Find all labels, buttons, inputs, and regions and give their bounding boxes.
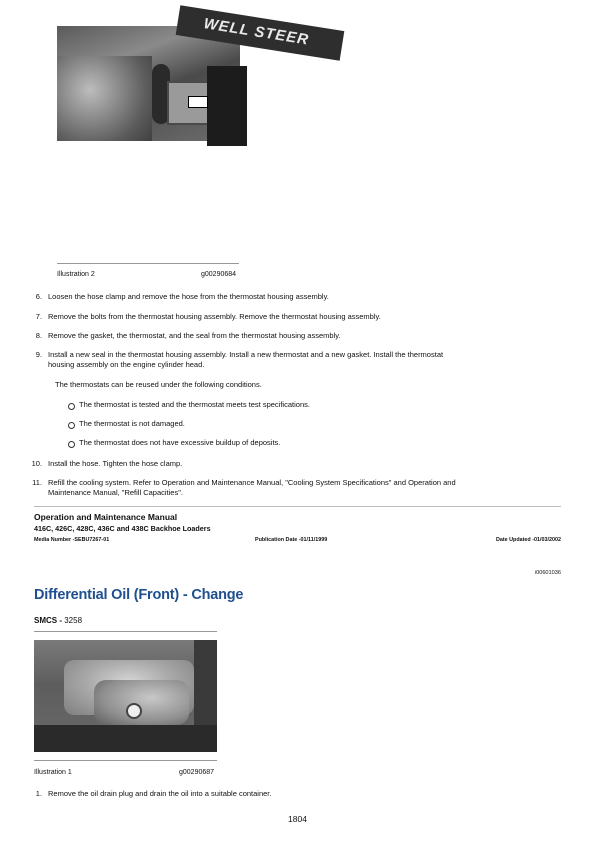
illustration-2-caption-code: g00290684 <box>201 271 237 278</box>
media-number: Media Number -SEBU7267-01 <box>34 537 110 543</box>
bullet-circle-icon <box>68 441 75 448</box>
manual-models: 416C, 426C, 428C, 436C and 438C Backhoe Loaders <box>34 524 211 533</box>
list-item: The thermostat is tested and the thermostat meets test specifications. <box>68 400 548 412</box>
illustration-1-caption-code: g00290687 <box>179 769 215 776</box>
illustration-1-photo <box>34 640 217 752</box>
smcs-divider <box>34 631 217 632</box>
list-item: The thermostat is not damaged. <box>68 419 548 431</box>
publication-date: Publication Date -01/11/1999 <box>255 537 328 543</box>
list-item: 10. Install the hose. Tighten the hose clamp. <box>31 459 183 468</box>
reuse-intro-text: The thermostats can be reused under the following conditions. <box>55 380 262 389</box>
list-item: 8. Remove the gasket, the thermostat, and the seal from the thermostat housing assembly. <box>35 331 341 340</box>
caption-divider <box>57 263 239 264</box>
illustration-2-photo <box>57 15 311 141</box>
caption-divider <box>34 760 217 761</box>
list-item: 11. Refill the cooling system. Refer to Operation and Maintenance Manual, "Cooling System Specifications" and Operation and Maintenance Manual, "Refill Capacities". <box>32 478 456 497</box>
bullet-circle-icon <box>68 403 75 410</box>
section-title: Differential Oil (Front) - Change <box>34 587 244 603</box>
bullet-circle-icon <box>68 422 75 429</box>
list-item: 1. Remove the oil drain plug and drain the oil into a suitable container. <box>35 789 272 798</box>
drain-plug-arrow-icon <box>126 703 142 719</box>
illustration-1-caption-label: Illustration 1 <box>34 769 72 776</box>
smcs-line <box>34 616 82 625</box>
pointer-arrow-icon <box>188 96 208 108</box>
list-item: 9. Install a new seal in the thermostat housing assembly. Install a new thermostat and a new gasket. Install the thermostat housing assembly on the engine cylinder head. <box>35 350 444 369</box>
list-item: 6. Loosen the hose clamp and remove the hose from the thermostat housing assembly. <box>35 292 329 301</box>
smcs-code: 3258 <box>64 616 83 625</box>
page-number: 1804 <box>288 814 307 824</box>
section-divider <box>34 506 561 507</box>
smcs-label: SMCS - <box>34 616 65 625</box>
document-id: i00601036 <box>534 570 561 576</box>
illustration-2-caption-label: Illustration 2 <box>57 271 95 278</box>
list-item: 7. Remove the bolts from the thermostat housing assembly. Remove the thermostat housing assembly. <box>35 312 381 321</box>
list-item: The thermostat does not have excessive buildup of deposits. <box>68 438 548 450</box>
photo-sign-text: WELL STEER <box>176 5 345 61</box>
manual-title: Operation and Maintenance Manual <box>34 512 178 522</box>
date-updated: Date Updated -01/03/2002 <box>495 537 561 543</box>
